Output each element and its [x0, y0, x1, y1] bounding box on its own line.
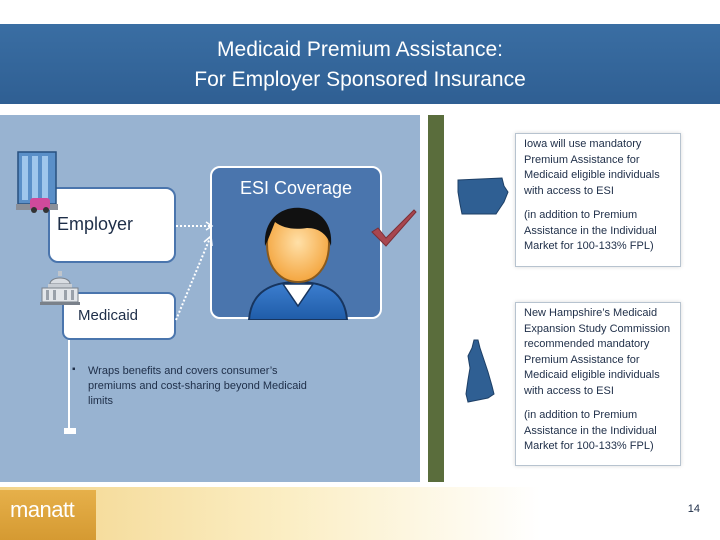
medicaid-label: Medicaid — [78, 307, 139, 324]
iowa-map-icon — [456, 176, 510, 216]
iowa-text: Iowa will use mandatory Premium Assistance for Medicaid eligible individuals with access to ESI — [524, 138, 660, 197]
person-icon — [243, 206, 353, 320]
slide-title-line2: For Employer Sponsored Insurance — [194, 68, 526, 91]
footer-bar — [0, 487, 720, 540]
iowa-callout — [515, 133, 681, 267]
office-building-icon — [12, 148, 62, 214]
manatt-logo: manatt — [10, 497, 75, 522]
bullet-marker: ▪ — [72, 364, 76, 375]
esi-coverage-label: ESI Coverage — [239, 178, 353, 198]
medicaid-bullet-text: Wraps benefits and covers consumer’s premiums and cost-sharing beyond Medicaid limits — [88, 365, 307, 407]
employer-label: Employer — [57, 214, 134, 234]
capitol-building-icon — [40, 270, 80, 306]
new-hampshire-note: (in addition to Premium Assistance in the Individual Market for 100-133% FPL) — [524, 409, 657, 452]
medicaid-tree-end — [64, 428, 76, 434]
new-hampshire-text: New Hampshire’s Medicaid Expansion Study Commission recommended mandatory Premium Assistance for Medicaid eligible individuals with access to ESI — [524, 307, 671, 397]
medicaid-tree-line — [68, 340, 70, 432]
vertical-divider — [428, 115, 444, 482]
new-hampshire-callout — [515, 302, 681, 466]
slide-title-line1: Medicaid Premium Assistance: — [217, 38, 503, 61]
title-bar — [0, 24, 720, 104]
checkmark-icon — [370, 208, 418, 256]
connector-arrows — [170, 220, 220, 330]
iowa-note: (in addition to Premium Assistance in the Individual Market for 100-133% FPL) — [524, 209, 657, 252]
new-hampshire-map-icon — [462, 338, 496, 406]
page-number: 14 — [687, 503, 700, 515]
